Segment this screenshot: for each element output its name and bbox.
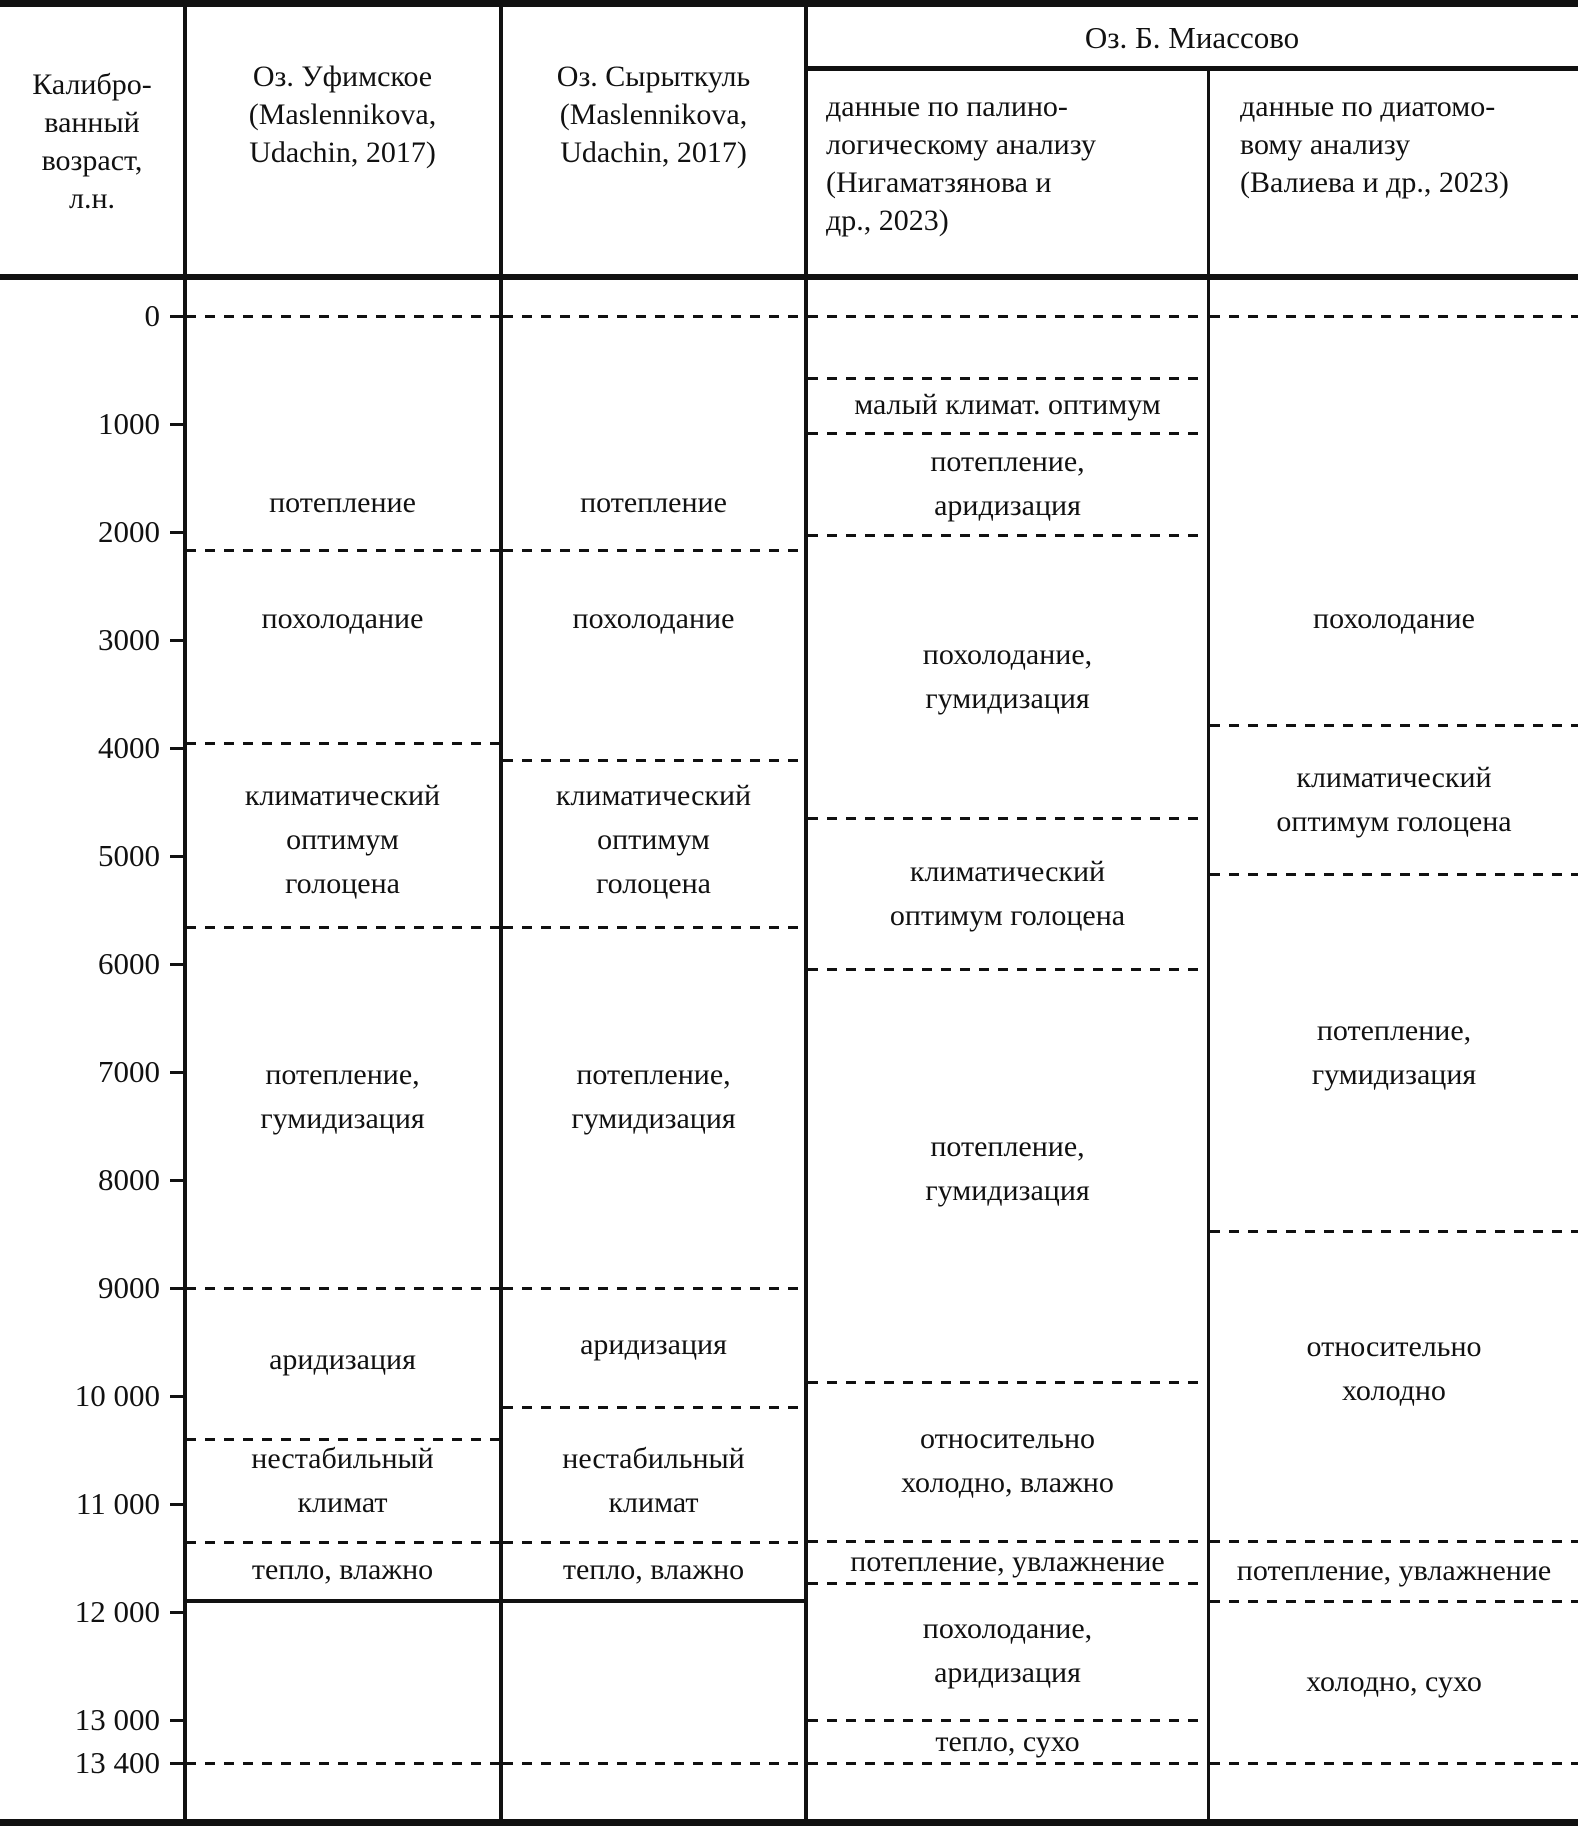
zone-label-syrytkul-1 [507,597,800,641]
zone-label-miassovo-palynology-6 [812,1540,1203,1584]
boundary-syrytkul-4110 [503,759,804,762]
zone-label-line: похолодание, [922,1612,1093,1645]
axis-tick-label-13000: 13 000 [74,1702,160,1737]
boundary-miassovo-diatom-3790 [1210,724,1578,727]
zone-label-ufimskoe-3 [190,1053,495,1141]
zone-label-miassovo-palynology-2 [812,633,1203,721]
boundary-miassovo-diatom-5170 [1210,873,1578,876]
boundary-ufimskoe-5660 [186,926,499,929]
axis-tick-11000 [170,1503,187,1506]
zone-label-line: похолодание, [922,638,1093,671]
zone-label-syrytkul-5 [507,1437,800,1525]
zone-label-syrytkul-4 [507,1323,800,1367]
zone-label-line: аридизация [934,1656,1081,1689]
boundary-syrytkul-10100 [503,1406,804,1409]
axis-tick-3000 [170,639,187,642]
zone-label-line: потепление, [576,1058,731,1091]
zone-label-line: похолодание [261,602,424,635]
zone-label-line: нестабильный [251,1442,434,1475]
axis-tick-1000 [170,423,187,426]
zone-label-line: потепление, [265,1058,420,1091]
zone-label-line: холодно, сухо [1306,1665,1482,1698]
zone-label-line: нестабильный [562,1442,745,1475]
boundary-ufimskoe-11350 [186,1541,499,1544]
zone-label-miassovo-palynology-1 [812,440,1203,528]
zone-label-line: оптимум голоцена [889,899,1126,932]
zone-label-syrytkul-3 [507,1053,800,1141]
header-lake-miassovo-title: Оз. Б. Миассово [1084,20,1300,55]
zone-label-line: климат [297,1486,388,1519]
zone-label-miassovo-diatom-2 [1214,1009,1574,1097]
zone-label-miassovo-diatom-5 [1214,1660,1574,1704]
zone-label-line: климатический [244,779,441,812]
table-top-border [0,0,1578,7]
column-divider-ufimskoe-syrytkul [499,7,503,1819]
boundary-miassovo-palynology-9870 [808,1381,1207,1384]
zone-label-line: потепление, увлажнение [850,1545,1165,1578]
zone-label-line: потепление, увлажнение [1236,1554,1552,1587]
zone-label-line: аридизация [580,1328,727,1361]
axis-tick-label-0: 0 [144,298,160,333]
zone-label-line: похолодание [572,602,735,635]
zone-label-ufimskoe-2 [190,774,495,906]
boundary-syrytkul-2170 [503,549,804,552]
zone-label-ufimskoe-1 [190,597,495,641]
zone-label-syrytkul-2 [507,774,800,906]
boundary-miassovo-diatom-11340 [1210,1540,1578,1543]
boundary-miassovo-palynology-4650 [808,817,1207,820]
axis-tick-label-7000: 7000 [98,1054,160,1089]
zone-label-line: оптимум голоцена [1276,805,1512,838]
zone-label-miassovo-diatom-4 [1214,1549,1574,1593]
header-ufimskoe-line: (Maslennikova, [248,98,437,131]
axis-tick-label-6000: 6000 [98,946,160,981]
header-diatom-column [1240,88,1576,202]
header-palynology-line: (Нигаматзянова и [826,166,1052,199]
header-diatom-line: (Валиева и др., 2023) [1240,166,1509,199]
zone-label-ufimskoe-6 [190,1548,495,1592]
zone-label-line: малый климат. оптимум [854,388,1161,421]
axis-tick-label-2000: 2000 [98,514,160,549]
boundary-ufimskoe-0 [186,315,499,318]
header-palynology-line: логическому анализу [826,128,1096,161]
zone-label-line: аридизация [269,1343,416,1376]
boundary-syrytkul-11350 [503,1541,804,1544]
axis-tick-13400 [170,1762,187,1765]
axis-tick-5000 [170,855,187,858]
zone-label-syrytkul-6 [507,1548,800,1592]
axis-tick-label-11000: 11 000 [75,1486,160,1521]
boundary-miassovo-palynology-6050 [808,968,1207,971]
zone-label-line: холодно [1342,1374,1446,1407]
zone-label-line: климатический [1296,761,1492,794]
axis-tick-13000 [170,1719,187,1722]
axis-tick-0 [170,315,187,318]
zone-label-miassovo-palynology-8 [812,1720,1203,1764]
zone-label-line: потепление, [930,1130,1085,1163]
zone-label-miassovo-diatom-3 [1214,1325,1574,1413]
header-age-line: возраст, [41,144,143,177]
zone-label-miassovo-palynology-7 [812,1607,1203,1695]
header-bottom-border [0,274,1578,280]
header-ufimskoe-line: Оз. Уфимское [252,60,433,93]
zone-label-miassovo-diatom-1 [1214,756,1574,844]
zone-label-ufimskoe-5 [190,1437,495,1525]
header-syrytkul-line: Udachin, 2017) [560,136,747,169]
zone-label-line: гумидизация [571,1102,736,1135]
header-age-column [0,66,184,218]
boundary-ufimskoe-13400 [186,1762,499,1765]
header-age-line: л.н. [68,182,116,215]
zone-label-line: голоцена [596,867,711,900]
zone-label-line: потепление [269,486,416,519]
zone-label-line: голоцена [285,867,400,900]
header-syrytkul-line: Оз. Сырыткуль [556,60,751,93]
axis-tick-10000 [170,1395,187,1398]
zone-label-miassovo-palynology-4 [812,1125,1203,1213]
zone-label-line: оптимум [286,823,399,856]
header-palynology-line: др., 2023) [826,204,949,237]
header-lake-syrytkul [502,58,805,172]
axis-tick-label-12000: 12 000 [74,1594,160,1629]
axis-tick-label-1000: 1000 [98,406,160,441]
boundary-miassovo-diatom-13400 [1210,1762,1578,1765]
zone-label-syrytkul-0 [507,481,800,525]
zone-label-line: потепление, [930,445,1085,478]
axis-tick-6000 [170,963,187,966]
boundary-ufimskoe-3950 [186,742,499,745]
boundary-miassovo-palynology-570 [808,377,1207,380]
zone-label-miassovo-palynology-0 [812,383,1203,427]
zone-label-line: гумидизация [925,1174,1090,1207]
axis-tick-7000 [170,1071,187,1074]
boundary-syrytkul-9000 [503,1287,804,1290]
zone-label-line: холодно, влажно [901,1466,1114,1499]
boundary-miassovo-palynology-1080 [808,432,1207,435]
zone-label-line: оптимум [597,823,710,856]
zone-label-line: климат [608,1486,699,1519]
boundary-syrytkul-5660 [503,926,804,929]
zone-label-line: аридизация [934,489,1081,522]
axis-tick-2000 [170,531,187,534]
axis-tick-label-4000: 4000 [98,730,160,765]
zone-label-miassovo-palynology-3 [812,850,1203,938]
zone-label-miassovo-diatom-0 [1214,597,1574,641]
header-syrytkul-line: (Maslennikova, [559,98,748,131]
zone-label-line: гумидизация [1311,1058,1477,1091]
header-diatom-line: вому анализу [1240,128,1411,161]
column-divider-age [183,7,187,1819]
zone-label-line: тепло, влажно [251,1553,434,1586]
header-diatom-line: данные по диатомо- [1240,90,1496,123]
axis-tick-label-5000: 5000 [98,838,160,873]
zone-label-line: гумидизация [925,682,1090,715]
boundary-miassovo-diatom-11900 [1210,1600,1578,1603]
boundary-miassovo-diatom-8470 [1210,1230,1578,1233]
zone-label-line: относительно [1306,1330,1482,1363]
axis-tick-label-10000: 10 000 [74,1378,160,1413]
boundary-miassovo-palynology-2030 [808,534,1207,537]
zone-label-line: климатический [555,779,752,812]
zone-label-line: похолодание [1313,602,1475,635]
axis-tick-label-13400: 13 400 [74,1745,160,1780]
boundary-ufimskoe-9000 [186,1287,499,1290]
boundary-ufimskoe-2170 [186,549,499,552]
zone-label-miassovo-palynology-5 [812,1417,1203,1505]
zone-label-line: тепло, влажно [562,1553,745,1586]
header-ufimskoe-line: Udachin, 2017) [249,136,436,169]
axis-tick-4000 [170,747,187,750]
header-palynology-column [826,88,1206,240]
axis-tick-9000 [170,1287,187,1290]
zone-label-line: гумидизация [260,1102,425,1135]
axis-tick-label-9000: 9000 [98,1270,160,1305]
boundary-syrytkul-13400 [503,1762,804,1765]
axis-tick-8000 [170,1179,187,1182]
boundary-syrytkul-0 [503,315,804,318]
header-lake-ufimskoe [186,58,499,172]
column-divider-palynology-diatom [1207,66,1210,1819]
axis-tick-label-8000: 8000 [98,1162,160,1197]
axis-tick-label-3000: 3000 [98,622,160,657]
header-age-line: ванный [44,106,140,139]
zone-label-ufimskoe-4 [190,1338,495,1382]
zone-label-line: относительно [919,1422,1096,1455]
zone-label-line: потепление, [1316,1014,1472,1047]
zone-label-ufimskoe-0 [190,481,495,525]
header-age-line: Калибро- [32,68,152,101]
column-divider-syrytkul-miassovo [804,7,808,1819]
zone-label-line: климатический [909,855,1106,888]
zone-label-line: потепление [580,486,727,519]
zone-label-line: тепло, сухо [935,1725,1080,1758]
header-palynology-line: данные по палино- [826,90,1068,123]
boundary-ufimskoe-11900 [183,1599,502,1603]
axis-tick-12000 [170,1611,187,1614]
boundary-syrytkul-11900 [500,1599,807,1603]
boundary-miassovo-diatom-0 [1210,315,1578,318]
table-bottom-border [0,1819,1578,1826]
miassovo-underline [806,66,1578,71]
boundary-miassovo-palynology-0 [808,315,1207,318]
